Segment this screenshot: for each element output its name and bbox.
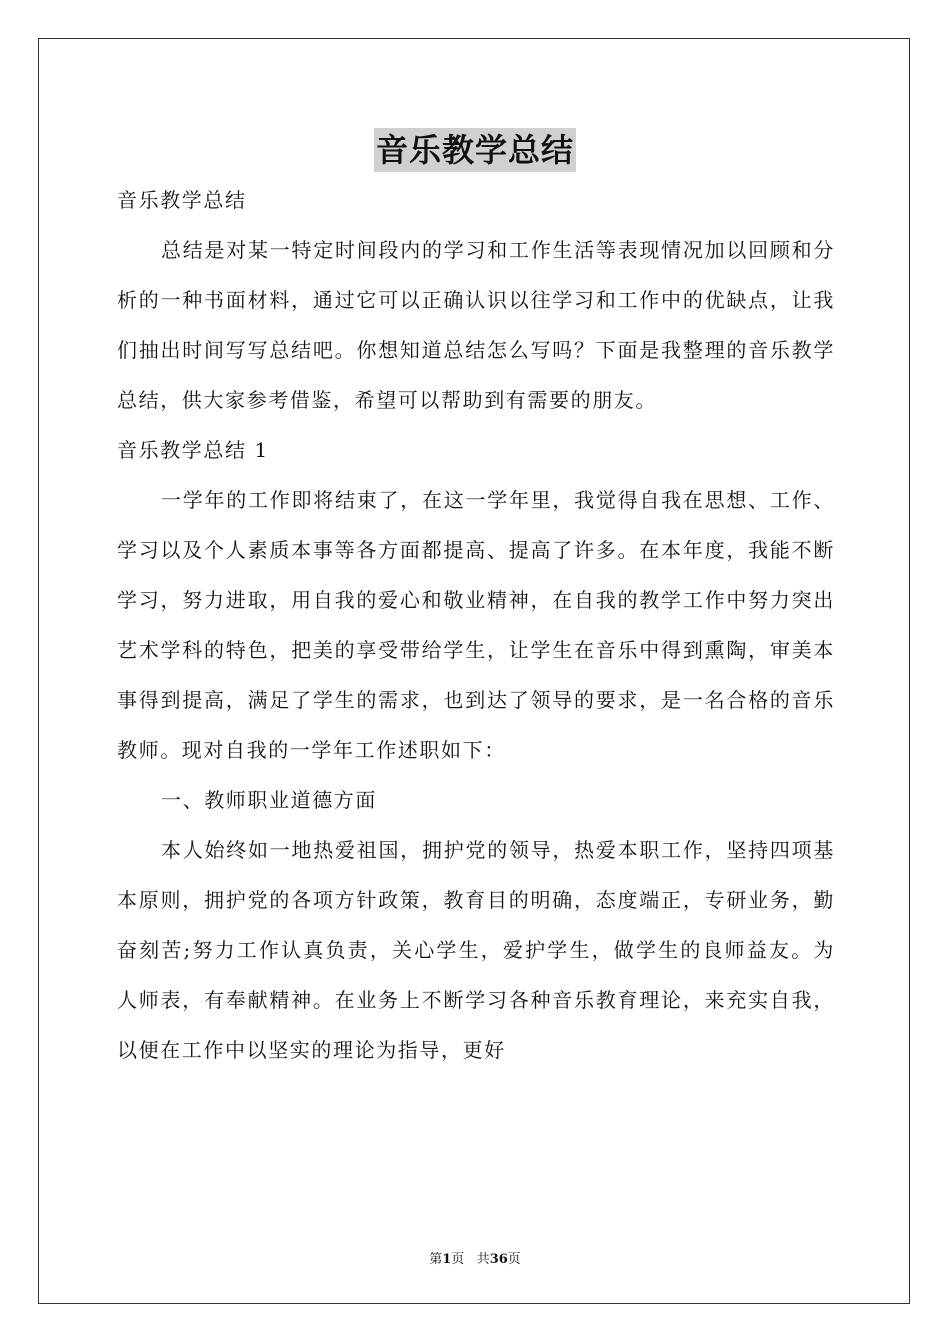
- paragraph: 总结是对某一特定时间段内的学习和工作生活等表现情况加以回顾和分析的一种书面材料，通过它可以正确认识以往学习和工作中的优缺点，让我们抽出时间写写总结吧。你想知道总结怎么写吗？下面是我整理的音乐教学总结，供大家参考借鉴，希望可以帮助到有需要的朋友。: [117, 238, 835, 412]
- page-footer: [0, 1248, 950, 1267]
- paragraph: 音乐教学总结 1: [117, 438, 269, 462]
- section-heading: 一、教师职业道德方面: [161, 788, 377, 812]
- paragraph: 本人始终如一地热爱祖国，拥护党的领导，热爱本职工作，坚持四项基本原则，拥护党的各项方针政策，教育目的明确，态度端正，专研业务，勤奋刻苦;努力工作认真负责，关心学生，爱护学生，做学生的良师益友。为人师表，有奉献精神。在业务上不断学习各种音乐教育理论，来充实自我，以便在工作中以坚实的理论为指导，更好: [117, 838, 835, 1062]
- document-body: [117, 175, 835, 1075]
- footer-total-prefix: 共: [476, 1252, 490, 1267]
- footer-page-suffix: 页: [451, 1252, 465, 1267]
- footer-total-suffix: 页: [507, 1252, 521, 1267]
- footer-page-number: 1: [442, 1252, 452, 1267]
- document-title: 音乐教学总结: [374, 128, 576, 172]
- title-wrap: [0, 128, 950, 172]
- paragraph: 音乐教学总结: [117, 188, 247, 212]
- footer-total-pages: 36: [489, 1252, 508, 1267]
- footer-prefix: 第: [429, 1252, 443, 1267]
- paragraph: 一学年的工作即将结束了，在这一学年里，我觉得自我在思想、工作、学习以及个人素质本事等各方面都提高、提高了许多。在本年度，我能不断学习，努力进取，用自我的爱心和敬业精神，在自我的教学工作中努力突出艺术学科的特色，把美的享受带给学生，让学生在音乐中得到熏陶，审美本事得到提高，满足了学生的需求，也到达了领导的要求，是一名合格的音乐教师。现对自我的一学年工作述职如下：: [117, 488, 835, 762]
